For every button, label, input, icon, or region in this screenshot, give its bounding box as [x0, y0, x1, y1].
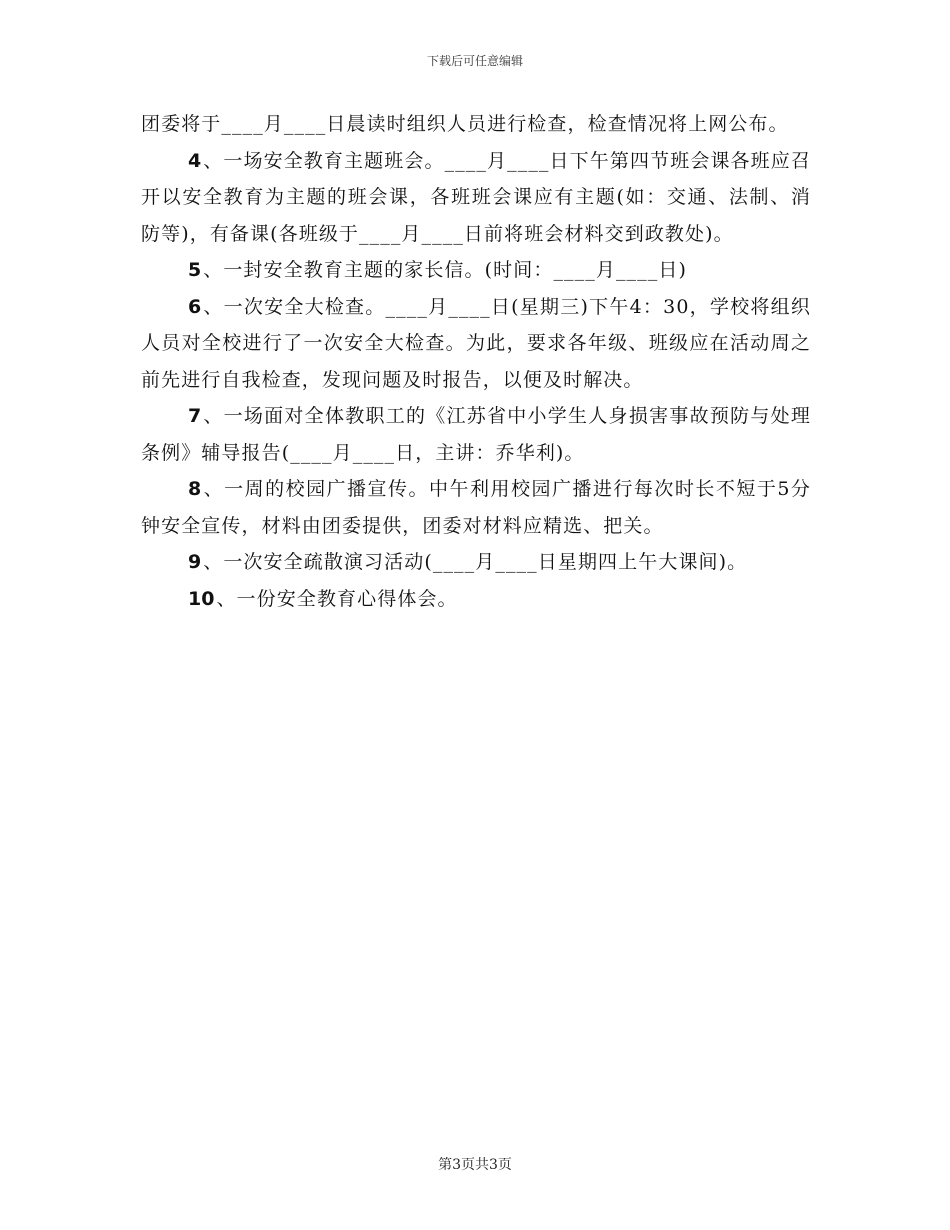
paragraph-text: 团委将于____月____日晨读时组织人员进行检查，检查情况将上网公布。 [141, 113, 789, 135]
list-item [141, 143, 811, 253]
item-text: 、一封安全教育主题的家长信。(时间：____月____日) [203, 259, 687, 281]
paragraph-continuation [141, 106, 811, 143]
item-number: 5 [188, 259, 202, 281]
item-text: 、一次安全大检查。____月____日(星期三)下午4：30，学校将组织人员对全校进行了一次安全大检查。为此，要求各年级、班级应在活动周之前先进行自我检查，发现问题及时报告，以便及时解决。 [141, 295, 811, 391]
item-text: 、一周的校园广播宣传。中午利用校园广播进行每次时长不短于5分钟安全宣传，材料由团委提供，团委对材料应精选、把关。 [141, 478, 811, 537]
item-number: 8 [188, 478, 202, 500]
list-item [141, 544, 811, 581]
item-text: 、一场安全教育主题班会。____月____日下午第四节班会课各班应召开以安全教育为主题的班会课，各班班会课应有主题(如：交通、法制、消防等)，有备课(各班级于____月____日前将班会材料交到政教处)。 [141, 149, 811, 245]
document-body [141, 106, 811, 617]
item-number: 7 [188, 405, 202, 427]
list-item [141, 581, 811, 618]
list-item [141, 471, 811, 544]
item-text: 、一份安全教育心得体会。 [216, 587, 458, 610]
page-footer-page-number: 第3页共3页 [438, 1157, 512, 1173]
list-item [141, 289, 811, 399]
page-header-note: 下载后可任意编辑 [426, 54, 523, 68]
list-item [141, 398, 811, 471]
item-number: 9 [188, 551, 202, 573]
item-number: 10 [188, 587, 215, 610]
item-number: 6 [188, 295, 202, 318]
item-text: 、一次安全疏散演习活动(____月____日星期四上午大课间)。 [203, 551, 748, 573]
item-text: 、一场面对全体教职工的《江苏省中小学生人身损害事故预防与处理条例》辅导报告(____月____日，主讲：乔华利)。 [141, 405, 811, 464]
list-item [141, 252, 811, 289]
item-number: 4 [188, 149, 202, 172]
